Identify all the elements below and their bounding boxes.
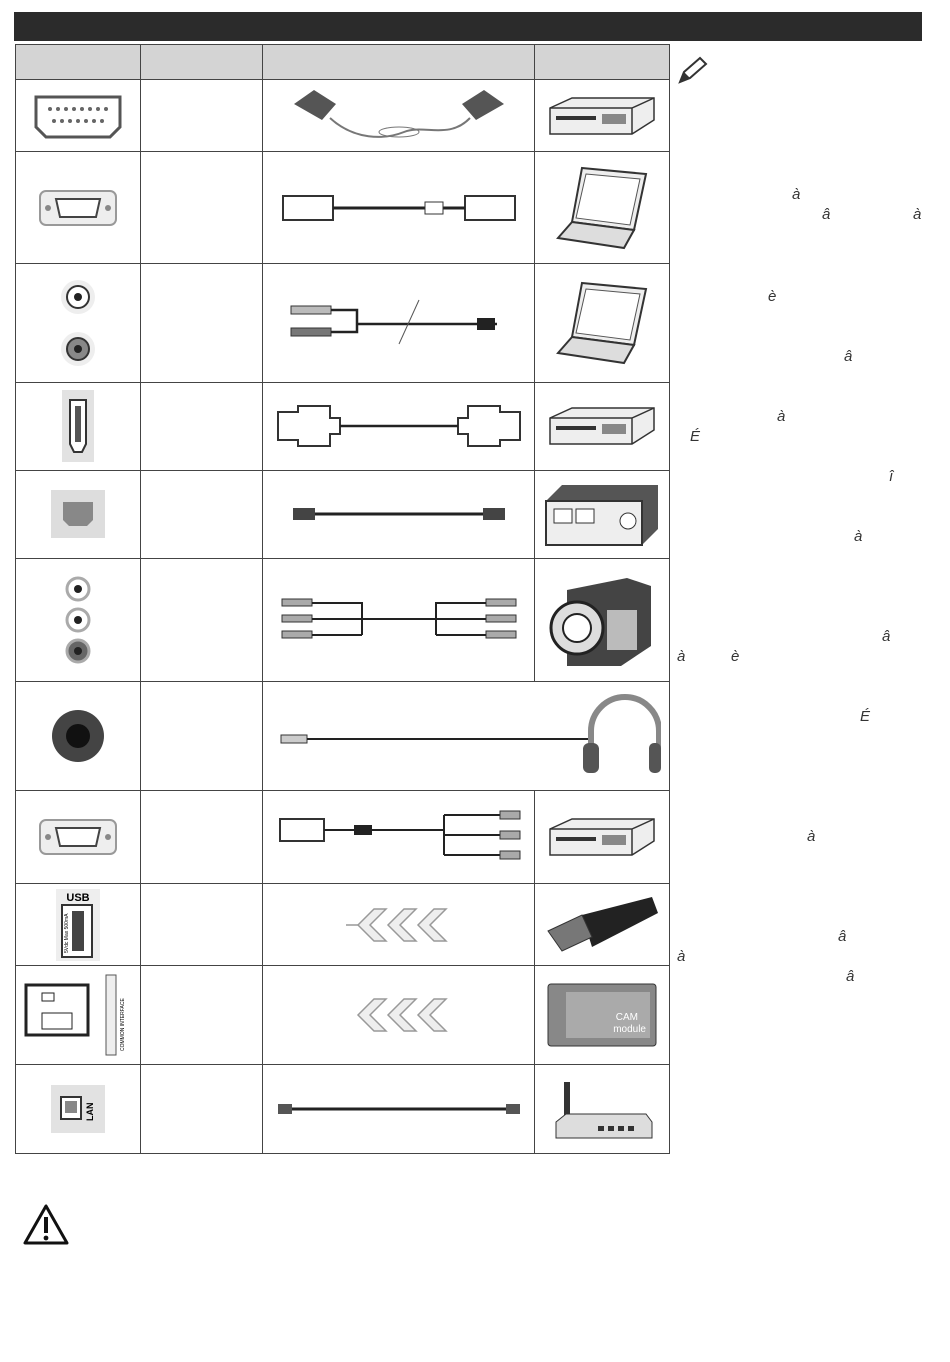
hdmi-port-icon [16,383,141,470]
accent-char: è [731,648,740,665]
table-row [16,263,670,382]
type-cell [141,883,263,965]
av-jacks-icon [16,558,141,681]
amplifier-icon [534,470,669,558]
usb-rating: 5Vdc Max 500mA [64,913,71,953]
header-device [534,45,669,80]
scart-cable-icon [263,80,534,152]
accent-char: à [807,828,816,845]
headphones-icon [583,697,661,773]
pencil-icon [676,54,710,88]
table-row [16,470,670,558]
accent-char: î [889,468,894,485]
laptop-icon [534,263,669,382]
component-port-icon [16,790,141,883]
notes-column [676,50,926,1050]
optical-cable-icon [263,470,534,558]
accent-char: à [677,948,686,965]
headphone-cable-icon [263,682,670,790]
table-row [16,1064,670,1153]
accent-char: à [913,206,922,223]
vga-port-icon [16,152,141,263]
accent-char: à [777,408,786,425]
accent-char: è [768,288,777,305]
table-row [16,80,670,152]
av-cable-icon [263,558,534,681]
type-cell [141,263,263,382]
table-row [16,152,670,263]
type-cell [141,558,263,681]
usb-stick-icon [534,883,669,965]
cam-label: CAM [615,1011,638,1023]
accent-char: à [792,186,801,203]
table-row [16,790,670,883]
dvd-recorder-icon [534,383,669,470]
accent-char: É [860,708,871,725]
hdmi-cable-icon [263,383,534,470]
ci-label: COMMON INTERFACE [120,998,127,1051]
optical-port-icon [16,470,141,558]
accent-char: â [822,206,831,223]
type-cell [141,152,263,263]
type-cell [141,80,263,152]
dvd-recorder-icon [534,80,669,152]
insert-arrows-icon [263,883,534,965]
cam-module-label: module [613,1023,646,1035]
header-cables [263,45,534,80]
table-row [16,966,670,1064]
lan-label: LAN [85,1102,96,1121]
accent-char: à [677,648,686,665]
usb-port-icon [16,883,141,965]
cam-module-icon [534,966,669,1064]
type-cell [141,383,263,470]
type-cell [141,966,263,1064]
headphone-jack-icon [16,682,141,790]
table-row [16,558,670,681]
usb-label: USB [66,891,90,904]
component-cable-icon [263,790,534,883]
connection-table [15,44,670,1154]
vga-cable-icon [263,152,534,263]
ci-slot-icon [16,966,141,1064]
accent-char: â [846,968,855,985]
audio-cable-icon [263,263,534,382]
table-row [16,883,670,965]
table-row [16,682,670,790]
accent-char: â [882,628,891,645]
insert-arrows-icon [263,966,534,1064]
accent-char: à [854,528,863,545]
accent-char: â [844,348,853,365]
audio-jack-icon [16,263,141,382]
ethernet-cable-icon [263,1064,534,1153]
header-type [141,45,263,80]
accent-char: â [838,928,847,945]
header-connector [16,45,141,80]
table-header-row [16,45,670,80]
laptop-icon [534,152,669,263]
accent-char: É [690,428,701,445]
lan-port-icon [16,1064,141,1153]
camcorder-icon [534,558,669,681]
scart-port-icon [16,80,141,152]
warning-icon [22,1203,70,1247]
type-cell [141,790,263,883]
type-cell [141,682,263,790]
section-title-bar [14,12,922,41]
type-cell [141,470,263,558]
router-icon [534,1064,669,1153]
type-cell [141,1064,263,1153]
dvd-recorder-icon [534,790,669,883]
table-row [16,383,670,470]
